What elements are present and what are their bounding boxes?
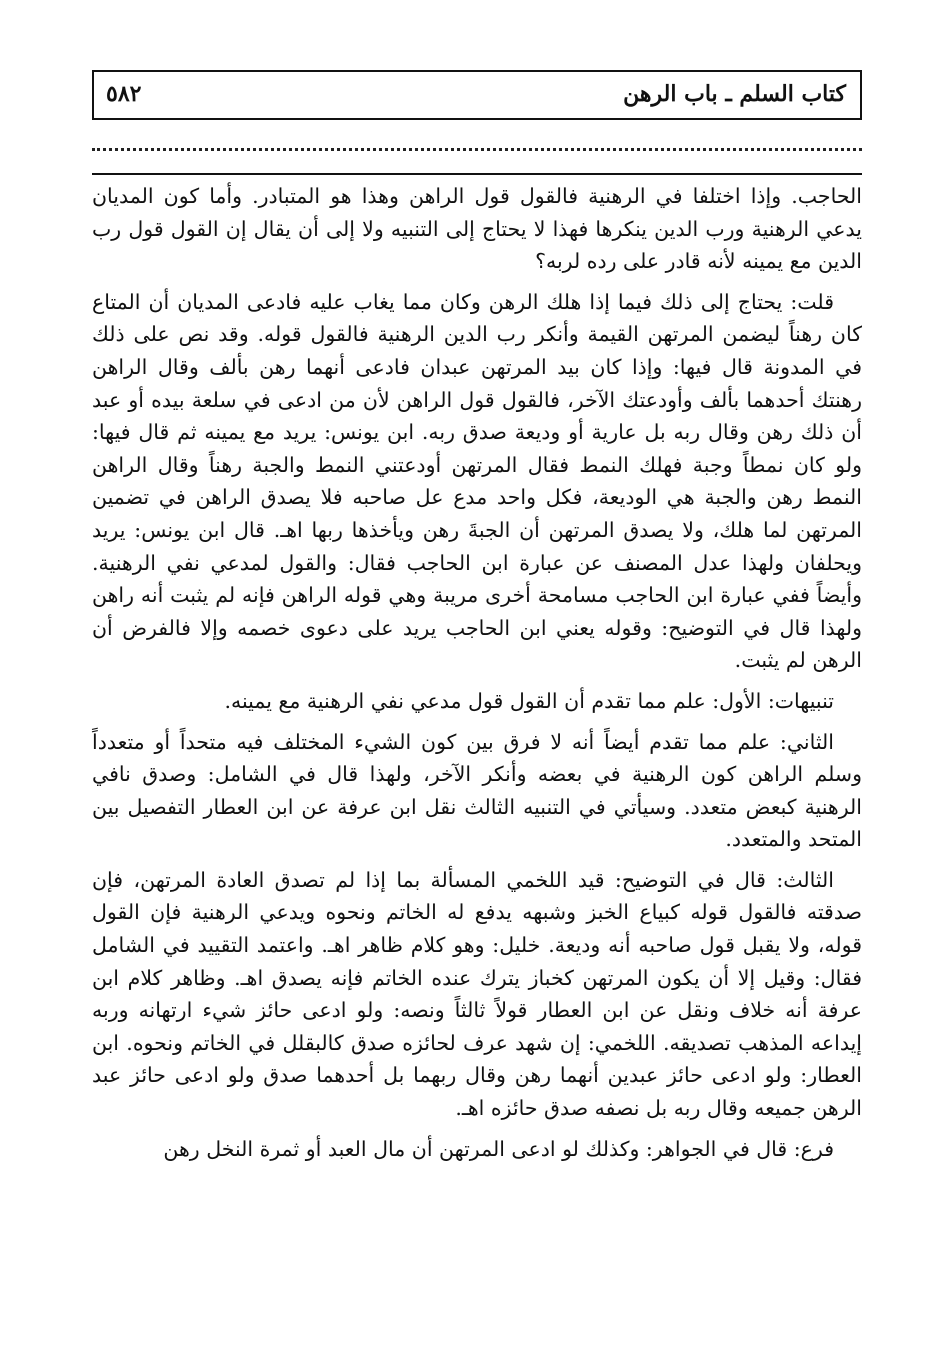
paragraph: تنبيهات: الأول: علم مما تقدم أن القول قول مدعي نفي الرهنية مع يمينه. <box>224 688 834 713</box>
dotted-divider <box>92 148 862 151</box>
page-number: ٥٨٢ <box>106 81 142 107</box>
paragraph: الحاجب. وإذا اختلفا في الرهنية فالقول قول الراهن وهذا هو المتبادر. وأما كون المديان يدعي الرهنية ورب الدين ينكرها فهذا لا يحتاج إلى التنبيه ولا إلى أن يقال إن القول قول رب الدين مع يمينه لأنه قادر على رده لربه؟ <box>92 184 862 274</box>
solid-divider <box>92 173 862 175</box>
paragraph: الثالث: قال في التوضيح: قيد اللخمي المسألة بما إذا لم تصدق العادة المرتهن، فإن صدقته فالقول قوله كبياع الخبز وشبهه يدفع له الخاتم ونحوه ويدعي الرهنية فإن القول قوله، ولا يقبل قول صاحبه أنه وديعة. خليل: وهو كلام ظاهر اهـ. واعتمد التقييد في الشامل فقال: وقيل إلا أن يكون المرتهن كخباز يترك عنده الخاتم فإنه يصدق اهـ. وظاهر كلام ابن عرفة أنه خلاف ونقل عن ابن العطار قولاً ثالثاً ونصه: ولو ادعى حائز شيء ارتهانه وربه إيداعه المذهب تصديقه. اللخمي: إن شهد عرف لحائزه صدق كالبقلل في الخاتم ونحوه. ابن العطار: ولو ادعى حائز عبدين أنهما رهن وقال ربهما بل أحدهما صدق ولو ادعى حائز عبد الرهن جميعه وقال ربه بل نصفه صدق حائزه اهـ. <box>92 867 862 1121</box>
paragraph: قلت: يحتاج إلى ذلك فيما إذا هلك الرهن وكان مما يغاب عليه فادعى المديان أن المتاع كان رهناً ليضمن المرتهن القيمة وأنكر رب الدين الرهنية فالقول قوله. وقد نص على ذلك في المدونة قال فيها: وإذا كان بيد المرتهن عبدان فادعى أنهما رهن بألف وقال الراهن رهنتك أحدهما بألف وأودعتك الآخر، فالقول قول الراهن لأن من ادعى في سلعة بيده أو عبد أن ذلك رهن وقال ربه بل عارية أو وديعة صدق ربه. ابن يونس: يريد مع يمينه ثم قال فيها: ولو كان نمطاً وجبة فهلك النمط فقال المرتهن أودعتني النمط والجبة رهناً وقال الراهن النمط رهن والجبة هي الوديعة، فكل واحد مدع عل صاحبه فلا يصدق الراهن في تضمين المرتهن لما هلك، ولا يصدق المرتهن أن الجبةَ رهن ويأخذها ربها اهـ. قال ابن يونس: يريد ويحلفان ولهذا عدل المصنف عن عبارة ابن الحاجب فقال: والقول لمدعي نفي الرهنية. وأيضاً ففي عبارة ابن الحاجب مسامحة أخرى مريبة وهي قوله الراهن فإنه لم يثبت أنه راهن ولهذا قال في التوضيح: وقوله يعني ابن الحاجب يريد على دعوى خصمه وإلا فالفرض أن الرهن لم يثبت. <box>92 289 862 673</box>
paragraph: الثاني: علم مما تقدم أيضاً أنه لا فرق بين كون الشيء المختلف فيه متحداً أو متعدداً وسلم الراهن كون الرهنية في بعضه وأنكر الآخر، ولهذا قال في الشامل: وصدق نافي الرهنية كبعض متعدد. وسيأتي في التنبيه الثالث نقل ابن عرفة عن ابن العطار التفصيل بين المتحد والمتعدد. <box>92 729 862 852</box>
running-header <box>92 70 862 120</box>
header-title: كتاب السلم ـ باب الرهن <box>623 81 846 107</box>
body-text <box>92 180 862 1165</box>
paragraph: فرع: قال في الجواهر: وكذلك لو ادعى المرتهن أن مال العبد أو ثمرة النخل رهن <box>163 1136 834 1161</box>
